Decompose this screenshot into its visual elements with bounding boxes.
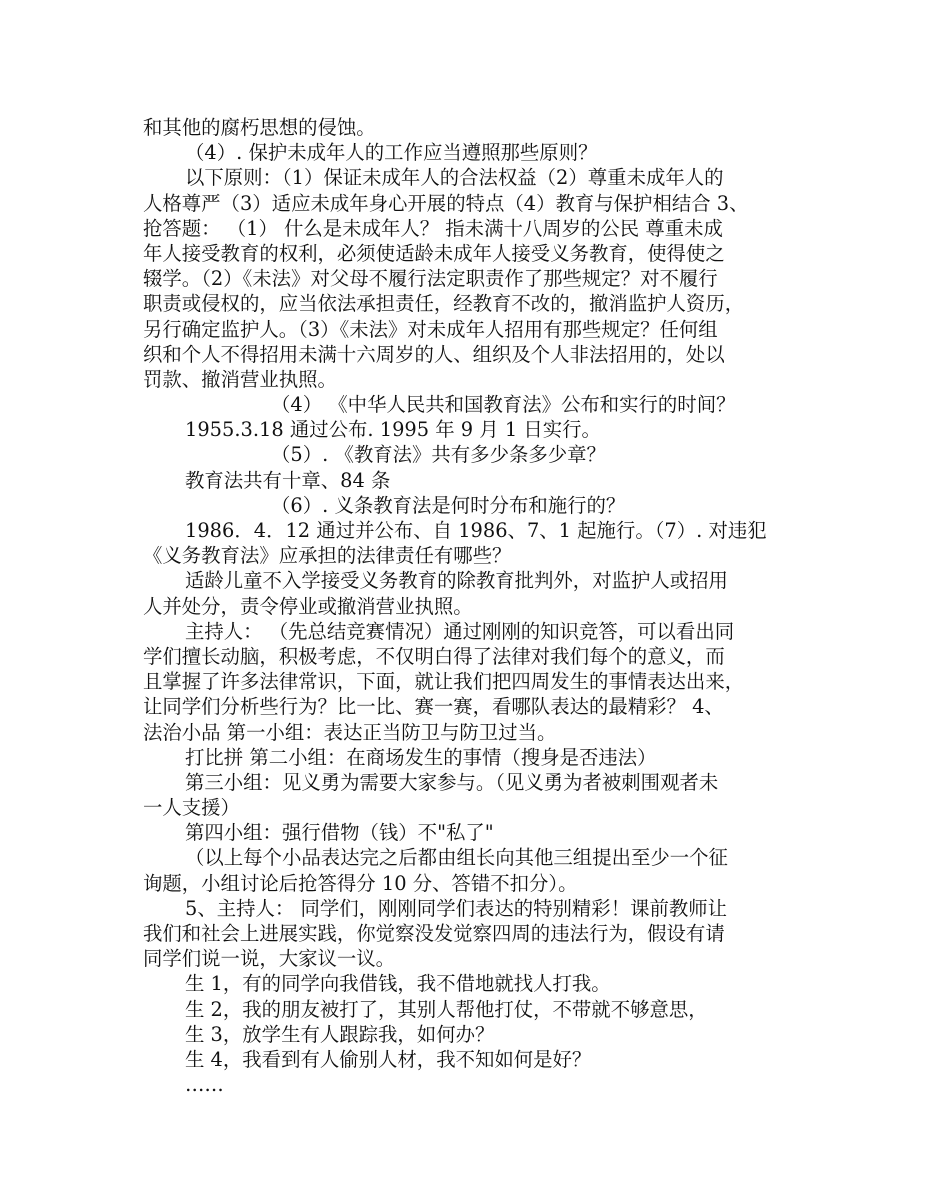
text-line: 第四小组：强行借物（钱）不"私了" (185, 821, 494, 845)
text-line: 生 4，我看到有人偷别人材，我不知如何是好？ (185, 1047, 592, 1071)
text-line: 让同学们分析些行为？比一比、赛一赛，看哪队表达的最精彩？ 4、 (143, 695, 724, 719)
text-line: 且掌握了许多法律常识，下面，就让我们把四周发生的事情表达出来， (143, 670, 745, 694)
text-line: 以下原则：（1）保证未成年人的合法权益（2）尊重未成年人的 (185, 166, 724, 190)
text-line: …… (185, 1073, 224, 1097)
text-line: 生 3，放学生有人跟踪我，如何办？ (185, 1022, 495, 1046)
text-line: 生 1，有的同学向我借钱，我不借地就找人打我。 (185, 972, 611, 996)
text-line: （4） 《中华人民共和国教育法》公布和实行的时间？ (271, 393, 736, 417)
text-line: 另行确定监护人。（3）《未法》对未成年人招用有那些规定？任何组 (143, 317, 718, 341)
text-line: 一人支援） (143, 796, 240, 820)
text-line: 法治小品 第一小组：表达正当防卫与防卫过当。 (143, 720, 557, 744)
text-line: 年人接受教育的权利，必须使适龄未成年人接受义务教育，使得使之 (143, 241, 725, 265)
text-line: 1955.3.18 通过公布. 1995 年 9 月 1 日实行。 (185, 418, 601, 442)
text-line: （6）. 义条教育法是何时分布和施行的？ (271, 493, 626, 517)
text-line: 教育法共有十章、84 条 (185, 468, 391, 492)
text-line: 罚款、撤消营业执照。 (143, 367, 337, 391)
text-line: 职责或侵权的，应当依法承担责任，经教育不改的，撤消监护人资历， (143, 292, 745, 316)
text-line: 《义务教育法》应承担的法律责任有哪些？ (143, 544, 512, 568)
text-line: 生 2，我的朋友被打了，其别人帮他打仗，不带就不够意思， (185, 997, 708, 1021)
text-line: 人格尊严（3）适应未成年身心开展的特点（4）教育与保护相结合 3、 (143, 191, 749, 215)
text-line: 打比拼 第二小组：在商场发生的事情（搜身是否违法） (185, 745, 657, 769)
text-line: 抢答题： （1） 什么是未成年人？ 指未满十八周岁的公民 尊重未成 (143, 216, 723, 240)
text-line: 织和个人不得招用未满十六周岁的人、组织及个人非法招用的，处以 (143, 342, 725, 366)
text-line: （以上每个小品表达完之后都由组长向其他三组提出至少一个征 (185, 846, 728, 870)
text-line: 适龄儿童不入学接受义务教育的除教育批判外，对监护人或招用 (185, 569, 728, 593)
text-line: 主持人： （先总结竞赛情况）通过刚刚的知识竞答，可以看出同 (185, 619, 735, 643)
text-line: 第三小组：见义勇为需要大家参与。（见义勇为者被刺围观者未 (185, 770, 719, 794)
text-line: 询题，小组讨论后抢答得分 10 分、答错不扣分）。 (143, 871, 578, 895)
text-line: 我们和社会上进展实践，你觉察没发觉察四周的违法行为，假设有请 (143, 922, 725, 945)
text-line: 辍学。（2）《未法》对父母不履行法定职责作了那些规定？对不履行 (143, 267, 718, 291)
text-line: 1986．4．12 通过并公布、自 1986、7、1 起施行。（7）. 对违犯 (185, 519, 767, 542)
text-line: 和其他的腐朽思想的侵蚀。 (143, 116, 376, 139)
text-line: （4）. 保护未成年人的工作应当遵照那些原则？ (185, 141, 598, 165)
document-body (143, 115, 815, 1097)
text-line: 5、主持人： 同学们，刚刚同学们表达的特别精彩！课前教师让 (185, 896, 728, 920)
text-line: 人并处分，责令停业或撤消营业执照。 (143, 594, 473, 618)
text-line: 学们擅长动脑，积极考虑，不仅明白得了法律对我们每个的意义，而 (143, 644, 725, 668)
text-line: （5）. 《教育法》共有多少条多少章？ (271, 443, 606, 467)
text-line: 同学们说一说，大家议一议。 (143, 947, 396, 971)
